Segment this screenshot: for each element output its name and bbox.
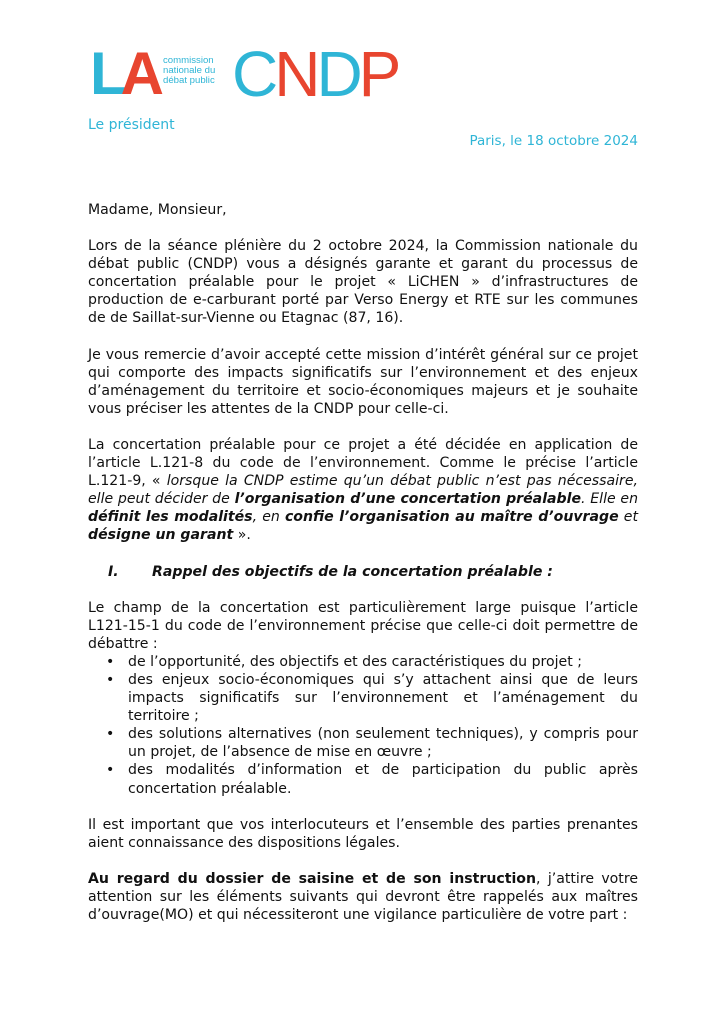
- p3-quote: et: [618, 509, 638, 526]
- section-number: I.: [108, 563, 119, 580]
- bullet-item: • des solutions alternatives (non seulement techniques), y compris pour un projet, de l’absence de mise en œuvre ;: [88, 725, 638, 761]
- section-heading: [108, 563, 638, 581]
- p3-quote-bold: confie l’organisation au maître d’ouvrage: [284, 509, 619, 526]
- paragraph-1: Lors de la séance plénière du 2 octobre 2024, la Commission nationale du débat public (CNDP) vous a désignés garante et garant du processus de concertation préalable pour le projet « LiCHEN » d’infrastructures de production de e-carburant porté par Verso Energy et RTE sur les communes de de Saillat-sur-Vienne ou Etagnac (87, 16).: [88, 238, 638, 327]
- logo-n: N: [274, 38, 317, 110]
- paragraph-3: [88, 436, 638, 545]
- p6-text: , j’attire votre attention sur les éléments suivants qui devront être rappelés aux maîtres d’ouvrage(MO) et qui nécessiteront une vigilance particulière de votre part :: [88, 870, 638, 923]
- logo-c: C: [232, 38, 275, 110]
- p3-text: La concertation préalable pour ce projet a été décidée en application de l’article L.121-8 du code de l’environnement. Comme le précise l’article L.121-9, «: [88, 436, 638, 490]
- p3-quote: , en: [252, 509, 285, 526]
- p3-quote-bold: désigne un garant: [88, 527, 234, 544]
- bullet-item: • de l’opportunité, des objectifs et des caractéristiques du projet ;: [88, 653, 638, 671]
- logo-d: D: [316, 38, 359, 110]
- paragraph-2: Je vous remercie d’avoir accepté cette mission d’intérêt général sur ce projet qui comporte des impacts significatifs sur l’environnement et des enjeux d’aménagement du territoire et socio-économiques majeurs et je souhaite vous préciser les attentes de la CNDP pour celle-ci.: [88, 346, 638, 417]
- logo-sub-line: nationale du: [163, 65, 216, 76]
- logo-cndp-text: [232, 38, 399, 110]
- logo-la-text: [90, 40, 163, 107]
- salutation: Madame, Monsieur,: [88, 202, 227, 218]
- logo-l: L: [90, 40, 121, 107]
- p3-quote: lorsque la CNDP estime qu’un débat public n’est pas nécessaire, elle peut décider de: [88, 473, 638, 508]
- p3-quote: . Elle en: [581, 491, 639, 508]
- letter-date: Paris, le 18 octobre 2024: [469, 133, 638, 149]
- paragraph-4: Le champ de la concertation est particulièrement large puisque l’article L121-15-1 du code de l’environnement précise que celle-ci doit permettre de débattre :: [88, 599, 638, 652]
- bullet-list: [88, 653, 638, 798]
- paragraph-6: [88, 870, 638, 924]
- logo-subtitle: [163, 56, 233, 86]
- sender-title: Le président: [88, 117, 175, 133]
- paragraph-5: Il est important que vos interlocuteurs et l’ensemble des parties prenantes aient connaissance des dispositions légales.: [88, 816, 638, 851]
- p3-text: ».: [233, 527, 251, 544]
- p3-quote-bold: définit les modalités: [88, 509, 253, 526]
- bullet-item: • des modalités d’information et de participation du public après concertation préalable.: [88, 761, 638, 797]
- p3-quote-bold: l’organisation d’une concertation préalable: [234, 491, 582, 508]
- logo-p: P: [358, 38, 398, 110]
- cndp-logo: [90, 38, 398, 110]
- logo-sub-line: débat public: [163, 75, 215, 86]
- logo-a: A: [120, 40, 158, 107]
- section-title: Rappel des objectifs de la concertation préalable :: [152, 563, 553, 580]
- bullet-item: • des enjeux socio-économiques qui s’y attachent ainsi que de leurs impacts significatifs sur l’environnement et l’aménagement du territoire ;: [88, 671, 638, 725]
- logo-sub-line: commission: [163, 55, 214, 66]
- letter-body: [88, 201, 638, 924]
- p6-bold: Au regard du dossier de saisine et de son instruction: [88, 870, 536, 887]
